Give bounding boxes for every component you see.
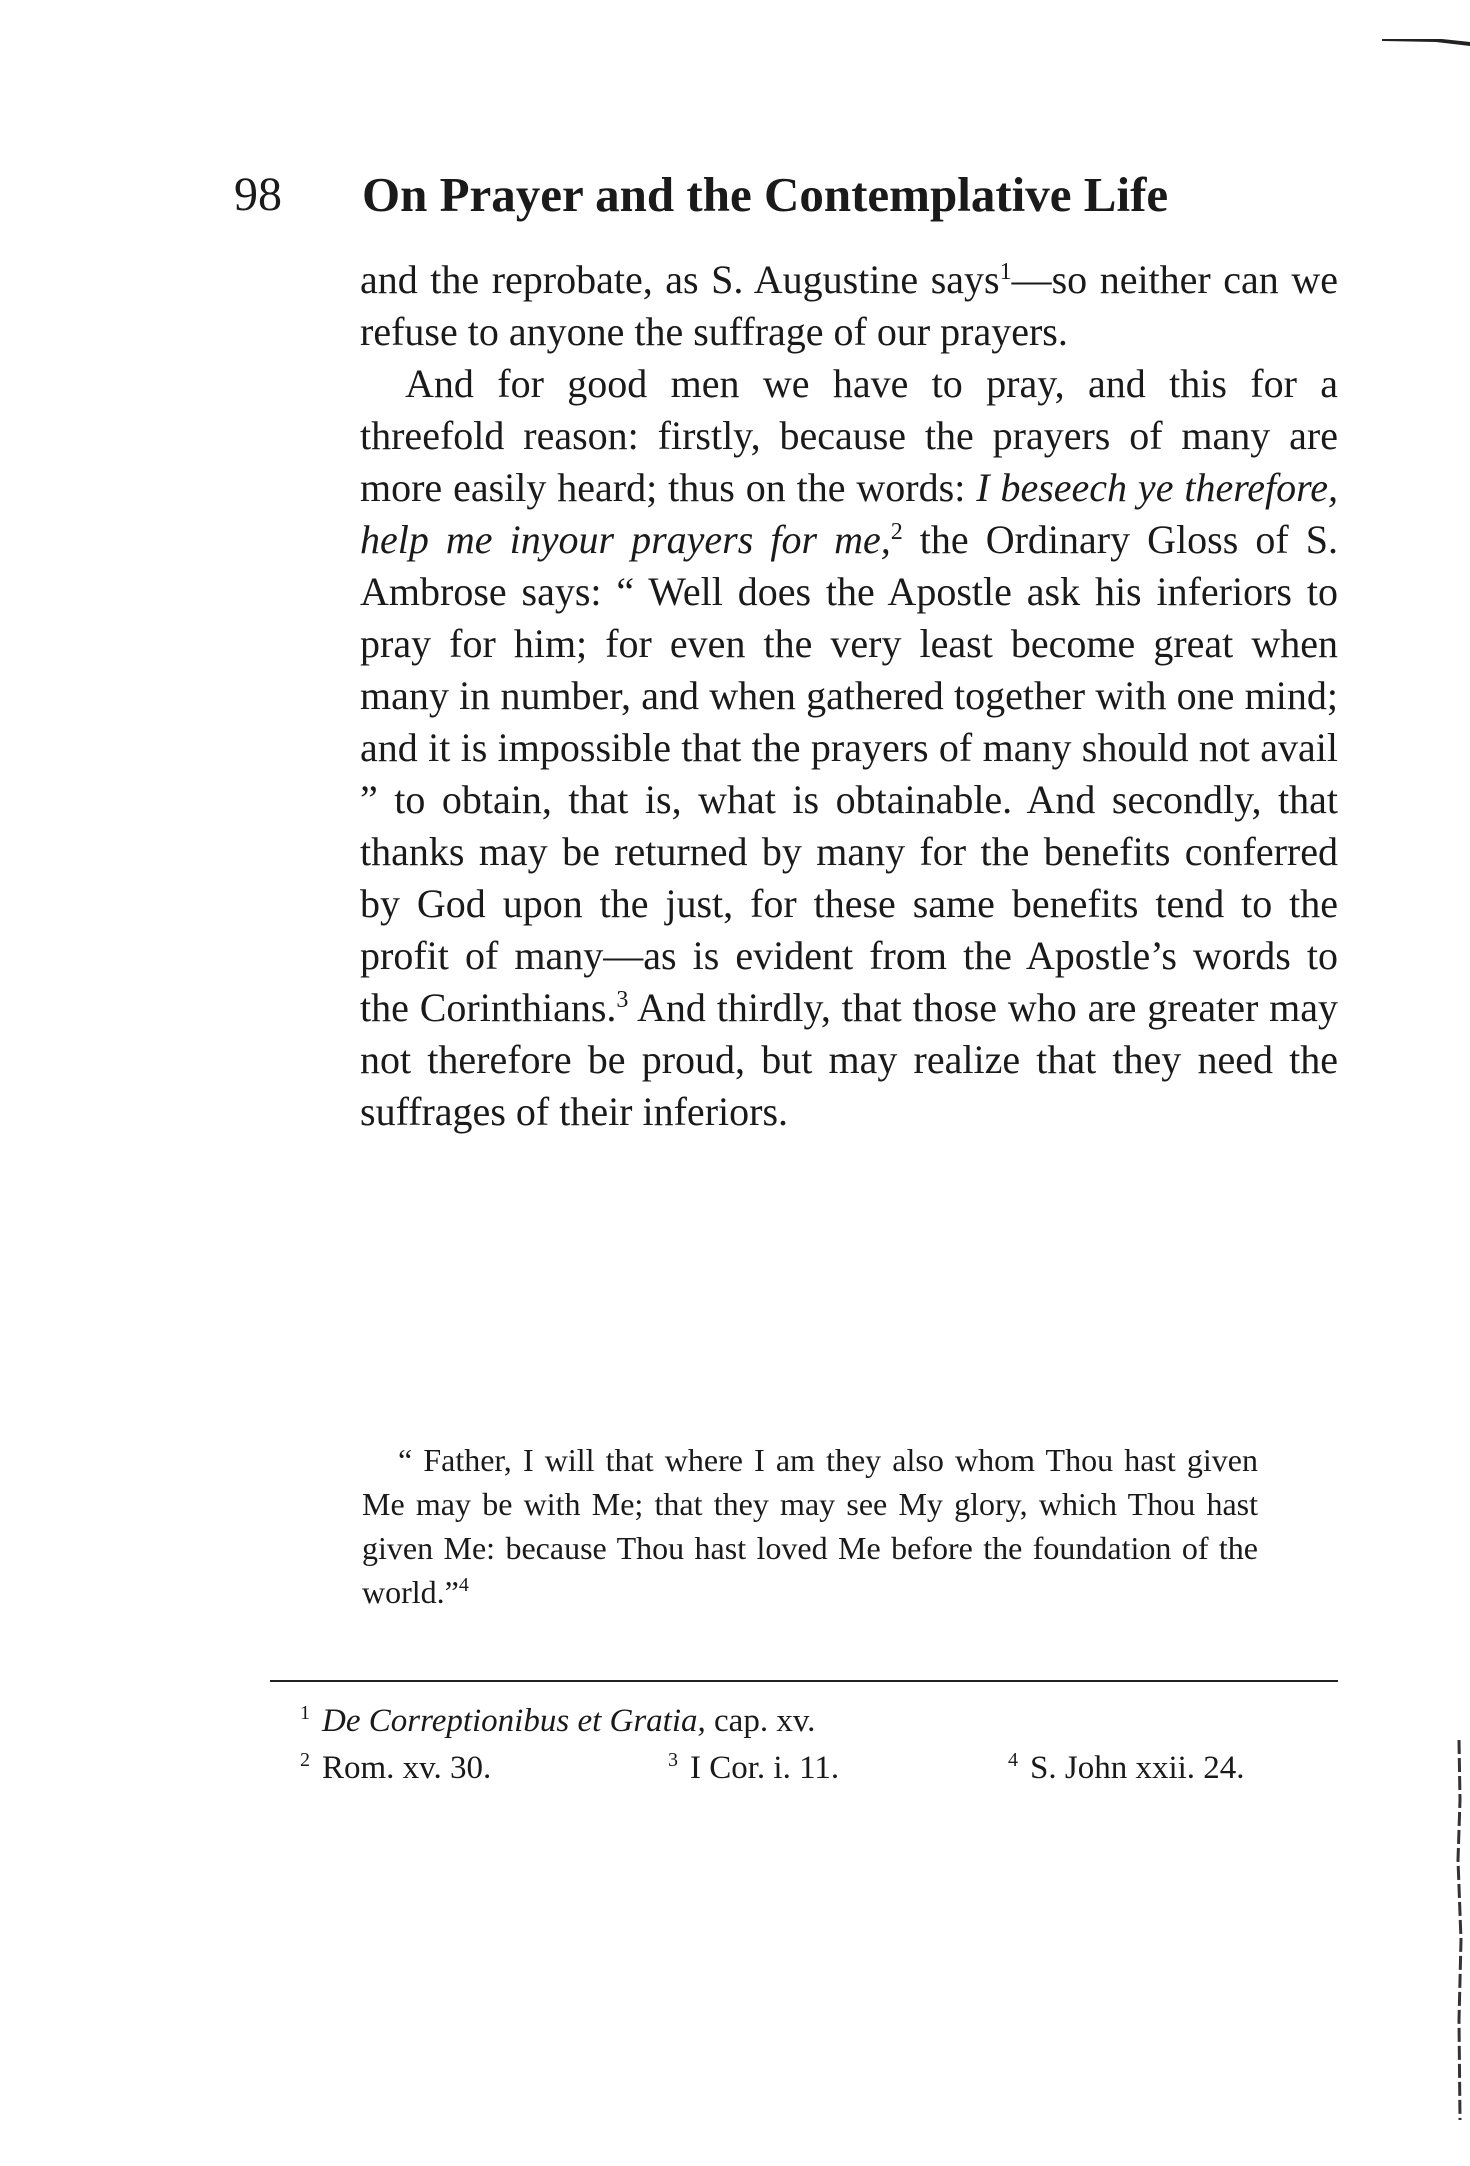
footnote-line [300,1698,1350,1745]
footnote-3 [668,1745,839,1792]
text-run: the Ordinary Gloss of S. Ambrose says: “ Well does the Apostle ask his inferiors to pray for him; for even the very least become great when many in number, and when gathered together with one mind; and it is impossible that the prayers of many should not avail ” to obtain, that is, what is obtainable. And secondly, that thanks may be returned by many for the benefits conferred by God upon the just, for these same benefits tend to the profit of many—as is evident from the Apostle’s words to the Corinthians. [360,517,1338,1030]
footnote-mark: 2 [300,1749,310,1771]
footnote-ref: 3 [616,987,629,1013]
text-run: and the reprobate, as S. Augustine says [360,257,1000,302]
footnote-text: Rom. xv. 30. [322,1750,492,1786]
footnote-2 [300,1745,491,1792]
footnote-source: De Correptionibus et Gratia, [322,1703,706,1739]
text-run: And for good men we have to pray, and this for a threefold reason: firstly, because the prayers of many are more easily heard; thus on the words: [360,361,1338,510]
scripture-quote: I beseech ye therefore, help me inyour prayers for me, [360,465,1338,562]
quote-paragraph [362,1438,1258,1614]
body-text [360,254,1338,1138]
footnote-ref: 1 [999,259,1012,285]
footnotes [300,1698,1350,1792]
page-number: 98 [234,168,282,221]
footnote-text: I Cor. i. 11. [690,1750,840,1786]
paragraph [360,358,1338,1138]
text-run: And thirdly, that those who are greater may not therefore be proud, but may realize that they need the suffrages of their inferiors. [360,985,1338,1134]
footnote-4 [1008,1745,1245,1792]
footnote-1 [300,1698,815,1745]
quote-text: “ Father, I will that where I am they also whom Thou hast given Me may be with Me; that they may see My glory, which Thou hast given Me: because Thou hast loved Me before the foundation of the world.” [362,1442,1258,1610]
footnote-text: cap. xv. [705,1703,816,1739]
footnote-mark: 4 [1008,1749,1018,1771]
page-header [234,160,1284,230]
paragraph [360,254,1338,358]
footnote-line [300,1745,1350,1792]
scan-edge-mark-icon [1382,32,1470,48]
text-run: —so neither can we refuse to anyone the suffrage of our prayers. [360,257,1338,354]
footnote-mark: 3 [668,1749,678,1771]
footnote-rule [270,1680,1338,1682]
footnote-ref: 4 [458,1574,469,1596]
footnote-text: S. John xxii. 24. [1030,1750,1245,1786]
running-title: On Prayer and the Contemplative Life [362,167,1169,222]
scan-binding-edge-icon [1452,1740,1466,2120]
footnote-ref: 2 [890,519,903,545]
footnote-mark: 1 [300,1702,310,1724]
block-quote [362,1438,1258,1614]
